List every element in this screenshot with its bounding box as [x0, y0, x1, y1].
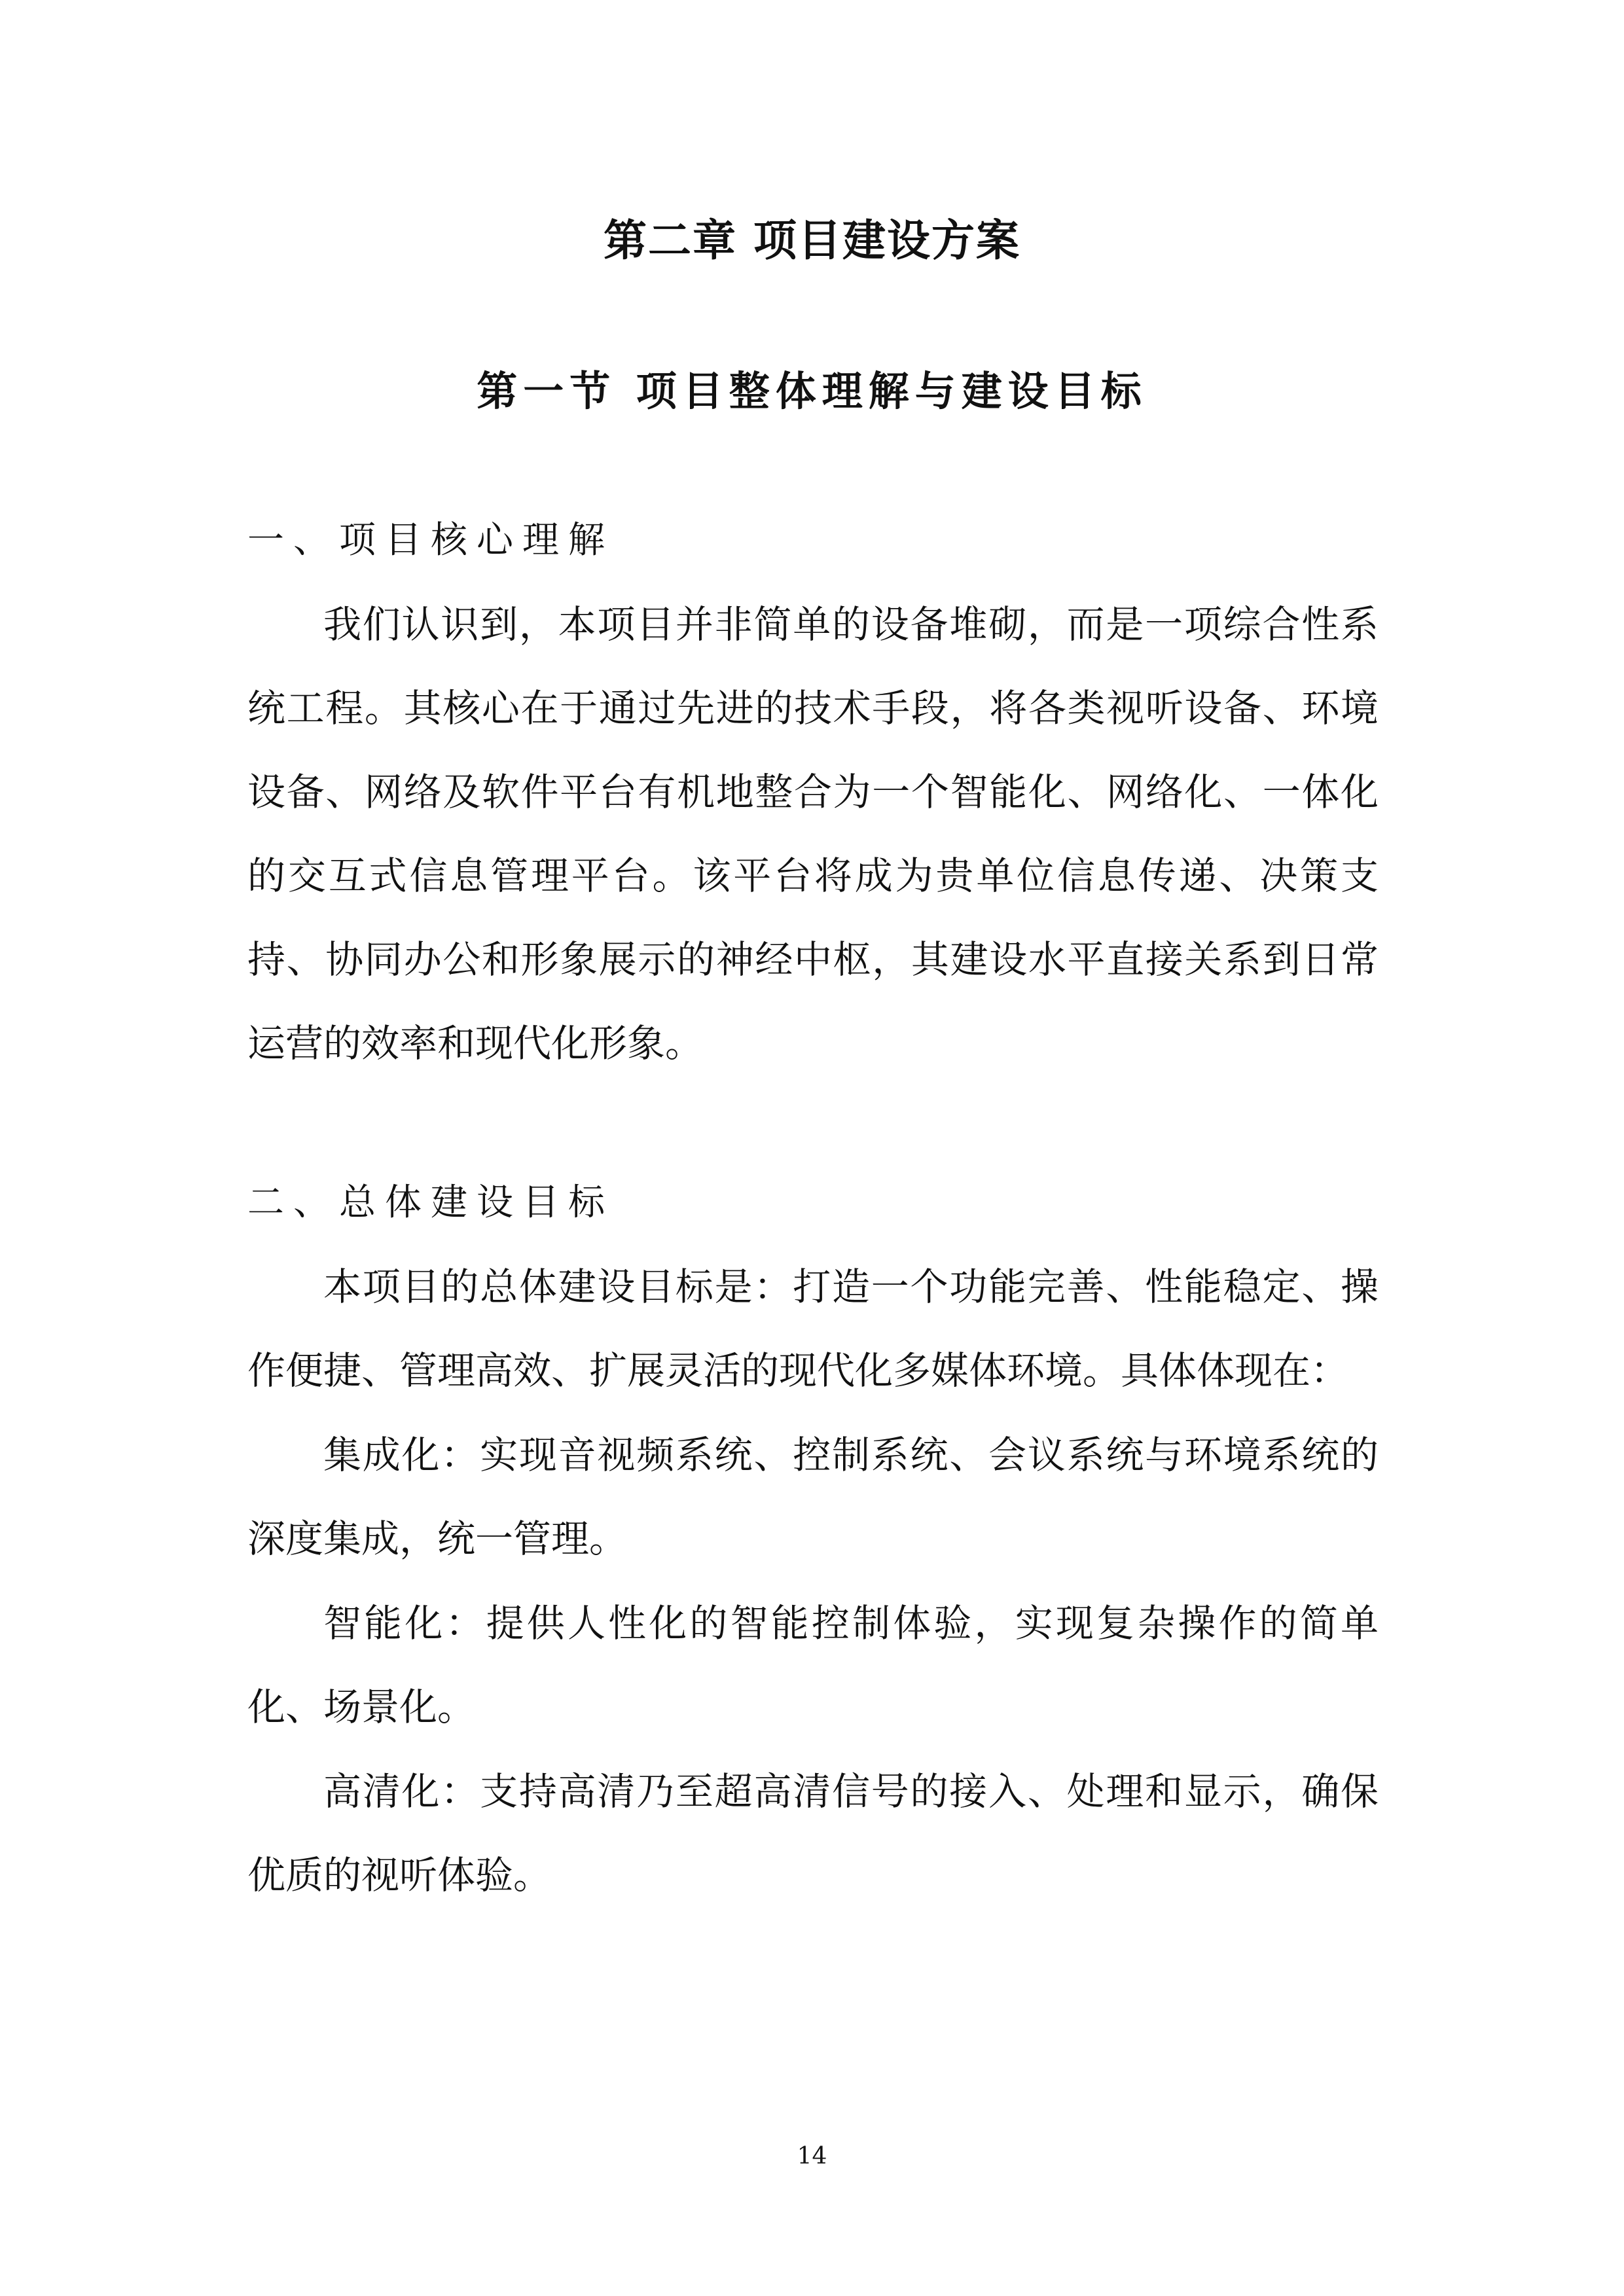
chapter-title: 第二章 项目建设方案	[604, 215, 1020, 266]
page-number: 14	[797, 2143, 827, 2170]
subsection-heading-core-understanding: 一、项目核心理解	[247, 519, 614, 562]
paragraph-high-definition: 高清化：支持高清乃至超高清信号的接入、处理和显示，确保优质的视听体验。	[247, 1769, 1379, 1897]
paragraph-overall-goals: 本项目的总体建设目标是：打造一个功能完善、性能稳定、操作便捷、管理高效、扩展灵活的现代化多媒体环境。具体体现在：	[247, 1265, 1379, 1393]
paragraph-integration: 集成化：实现音视频系统、控制系统、会议系统与环境系统的深度集成，统一管理。	[247, 1433, 1379, 1561]
paragraph-core-understanding: 我们认识到，本项目并非简单的设备堆砌，而是一项综合性系统工程。其核心在于通过先进的技术手段，将各类视听设备、环境设备、网络及软件平台有机地整合为一个智能化、网络化、一体化的交互式信息管理平台。该平台将成为贵单位信息传递、决策支持、协同办公和形象展示的神经中枢，其建设水平直接关系到日常运营的效率和现代化形象。	[247, 602, 1379, 1066]
section-title: 第一节 项目整体理解与建设目标	[477, 367, 1147, 415]
paragraph-intelligence: 智能化：提供人性化的智能控制体验，实现复杂操作的简单化、场景化。	[247, 1601, 1379, 1729]
subsection-heading-overall-goals: 二、总体建设目标	[247, 1181, 614, 1224]
